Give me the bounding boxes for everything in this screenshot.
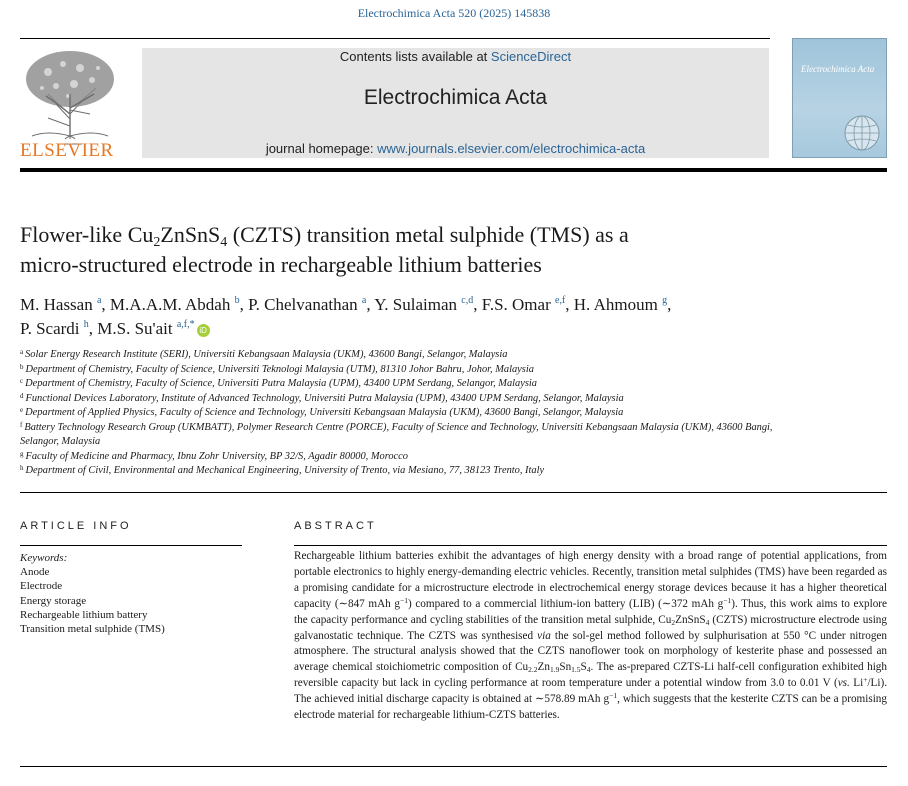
contents-line: Contents lists available at ScienceDirect (339, 49, 572, 64)
publisher-name: ELSEVIER (20, 140, 114, 161)
affiliation-item: $^f$ Battery Technology Research Group (UKMBATT), Polymer Research Centre (PORCE), Faculty of Science and Technology, Universiti Kebangsaan Malaysia (UKM), 43600 Bangi, Selangor, Malaysia (20, 420, 773, 447)
affiliation-marker[interactable]: a (96, 295, 102, 306)
affiliation-marker[interactable]: h (83, 319, 89, 330)
affiliation-list (20, 348, 887, 479)
abstract-text: Rechargeable lithium batteries exhibit the advantages of high energy density with a broad range of potential applications, from portable electronics to highly energy-demanding electric vehicles. Recently, transition metal sulphides (TMS) have been regarded as a promising candidate for a microstructure electrode in electrochemical energy storage devices because it has a higher theoretical capacity (∼847 mAh $g^{-1}$) compared to a commercial lithium-ion battery (LIB) (∼372 mAh $g^{-1}$). Thus, this work aims to explore the capacity performance and cycling stabilities of the transition metal sulphide, $Cu_2ZnSnS_4$ (CZTS) microstructure electrode using galvanostatic technique. The CZTS was synthesised via the sol-gel method followed by sulphurisation at 550 °C under nitrogen atmosphere. The structural analysis showed that the CZTS nanoflower took on morphology of kesterite phase and possessed an average chemical stoichiometric composition of $Cu_{2.2}Zn_{1.9}Sn_{1.5}S_4$. The as-prepared CZTS-Li half-cell configuration exhibited high reversible capacity but lack in cycling performance at room temperature under a potential window from 3.0 to 0.01 V (vs. Li+/Li). The achieved initial discharge capacity is obtained at ∼578.89 mAh $g^{-1}$, which suggests that the kesterite CZTS can be a promising electrode material for rechargeable lithium-CZTS batteries. (294, 550, 888, 722)
affiliation-item: $^c$ Department of Chemistry, Faculty of Science, Universiti Putra Malaysia (UPM), 43400 UPM Serdang, Selangor, Malaysia (20, 377, 537, 389)
affiliation-item: $^d$ Functional Devices Laboratory, Institute of Advanced Technology, Universiti Putra Malaysia (UPM), 43400 UPM Serdang, Selangor, Malaysia (20, 391, 624, 404)
sciencedirect-link[interactable]: ScienceDirect (490, 49, 572, 64)
author-name[interactable]: M. Hassan (20, 295, 93, 314)
abstract-heading: ABSTRACT (294, 520, 377, 532)
affiliation-marker[interactable]: c,d (461, 295, 474, 306)
affiliation-marker[interactable]: e,f (555, 295, 566, 306)
affiliation-item: $^h$ Department of Civil, Environmental and Mechanical Engineering, University of Trento, via Mesiano, 77, 38123 Trento, Italy (20, 464, 545, 476)
keywords-block (20, 551, 242, 636)
author-name[interactable]: M.A.A.M. Abdah (109, 295, 231, 314)
affiliation-item: $^e$ Department of Applied Physics, Faculty of Science and Technology, Universiti Kebangsaan Malaysia (UKM), 43600 Bangi, Selangor, Malaysia (20, 406, 624, 418)
affiliation-marker[interactable]: a,f,* (176, 319, 195, 330)
section-rule (20, 492, 887, 493)
cover-title: Electrochimica Acta (801, 64, 875, 74)
keyword-item: Electrode (20, 580, 63, 593)
author-name[interactable]: H. Ahmoum (573, 295, 658, 314)
author-name[interactable]: P. Scardi (20, 319, 80, 338)
journal-cover-thumbnail[interactable] (792, 38, 887, 158)
top-rule (20, 38, 770, 39)
author-name[interactable]: P. Chelvanathan (248, 295, 358, 314)
article-info-rule (20, 545, 242, 546)
journal-citation[interactable]: Electrochimica Acta 520 (2025) 145838 (357, 6, 551, 20)
affiliation-marker[interactable]: b (234, 295, 240, 306)
journal-homepage: journal homepage: www.journals.elsevier.com/electrochimica-acta (265, 141, 646, 156)
bottom-rule (20, 766, 887, 767)
author-name[interactable]: Y. Sulaiman (374, 295, 458, 314)
journal-name: Electrochimica Acta (363, 86, 548, 109)
keywords-label: Keywords: (20, 552, 68, 564)
keyword-item: Transition metal sulphide (TMS) (20, 623, 165, 636)
orcid-icon[interactable]: iD (197, 324, 210, 337)
keyword-item: Energy storage (20, 594, 87, 607)
author-name[interactable]: M.S. Su'ait (97, 319, 173, 338)
journal-header-box (142, 48, 769, 158)
affiliation-item: $^a$ Solar Energy Research Institute (SERI), Universiti Kebangsaan Malaysia (UKM), 43600 Bangi, Selangor, Malaysia (20, 348, 508, 360)
keyword-item: Anode (20, 566, 50, 579)
article-title: Flower-like $Cu_2ZnSnS_4$ (CZTS) transition metal sulphide (TMS) as a micro-structured electrode in rechargeable lithium batteries (20, 222, 629, 277)
affiliation-marker[interactable]: a (361, 295, 367, 306)
header-thick-rule (20, 168, 887, 172)
article-info-heading: ARTICLE INFO (20, 520, 132, 532)
author-name[interactable]: F.S. Omar (481, 295, 551, 314)
affiliation-marker[interactable]: g (662, 295, 668, 306)
journal-homepage-link[interactable]: www.journals.elsevier.com/electrochimica-acta (377, 141, 646, 156)
affiliation-item: $^g$ Faculty of Medicine and Pharmacy, Ibnu Zohr University, BP 32/S, Agadir 80000, Morocco (20, 449, 408, 462)
keyword-item: Rechargeable lithium battery (20, 608, 148, 621)
author-list: M. Hassan $^a$, M.A.A.M. Abdah $^b$, P. Chelvanathan $^a$, Y. Sulaiman $^{c,d}$, F.S. Omar $^{e,f}$, H. Ahmoum $^g$, P. Scardi $^h$, M.S. Su'ait $^{a,f,*}$iD (20, 295, 672, 338)
abstract-rule (294, 545, 887, 546)
globe-icon (842, 113, 882, 153)
affiliation-item: $^b$ Department of Chemistry, Faculty of Science, Universiti Teknologi Malaysia (UTM), 81310 Johor Bahru, Johor, Malaysia (20, 362, 534, 375)
